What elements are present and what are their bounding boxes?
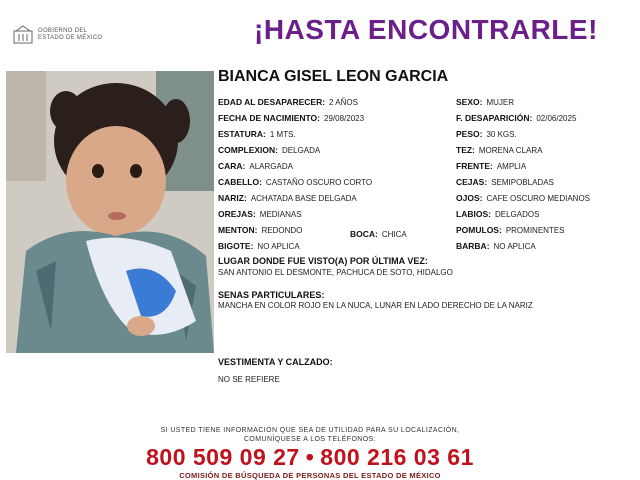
phone-separator: • xyxy=(305,444,315,470)
field-cheekbones xyxy=(456,225,564,236)
logo-text xyxy=(38,28,102,42)
field-label: COMPLEXION: xyxy=(218,145,278,155)
field-label: SEXO: xyxy=(456,97,483,107)
footer-note-line-2: COMUNÍQUESE A LOS TELÉFONOS: xyxy=(243,436,377,443)
field-label: CARA: xyxy=(218,161,246,171)
field-label: POMULOS: xyxy=(456,225,502,235)
field-label: LABIOS: xyxy=(456,209,491,219)
field-label: F. DESAPARICIÓN: xyxy=(456,113,533,123)
field-value: 02/06/2025 xyxy=(536,114,577,123)
field-value: 2 AÑOS xyxy=(329,98,358,107)
last-seen-text: SAN ANTONIO EL DESMONTE, PACHUCA DE SOTO, HIDALGO xyxy=(218,268,453,277)
field-value: 29/08/2023 xyxy=(324,114,365,123)
marks-title: SENAS PARTICULARES: xyxy=(218,290,325,300)
field-value: MORENA CLARA xyxy=(478,146,543,155)
field-value: DELGADA xyxy=(281,146,321,155)
field-value: NO APLICA xyxy=(493,242,536,251)
field-value: NO APLICA xyxy=(257,242,300,251)
field-forehead xyxy=(456,161,526,172)
clothing-title: VESTIMENTA Y CALZADO: xyxy=(218,357,333,367)
field-label: NARIZ: xyxy=(218,193,247,203)
field-value: CASTAÑO OSCURO CORTO xyxy=(265,178,373,187)
field-label: TEZ: xyxy=(456,145,475,155)
field-build xyxy=(218,145,320,156)
field-ears xyxy=(218,209,302,220)
field-value: 1 MTS. xyxy=(269,130,296,139)
field-complexion xyxy=(456,145,542,156)
phone-numbers xyxy=(0,444,620,471)
field-label: OJOS: xyxy=(456,193,483,203)
field-value: SEMIPOBLADAS xyxy=(491,178,554,187)
person-name: BIANCA GISEL LEON GARCIA xyxy=(218,68,449,85)
field-age xyxy=(218,97,358,108)
last-seen-title: LUGAR DONDE FUE VISTO(A) POR ÚLTIMA VEZ: xyxy=(218,256,428,266)
field-weight xyxy=(456,129,517,140)
field-value: PROMINENTES xyxy=(505,226,565,235)
field-nose xyxy=(218,193,357,204)
commission-name: COMISIÓN DE BÚSQUEDA DE PERSONAS DEL ESTADO DE MÉXICO xyxy=(179,471,441,480)
field-label: CEJAS: xyxy=(456,177,488,187)
marks-text: MANCHA EN COLOR ROJO EN LA NUCA, LUNAR EN LADO DERECHO DE LA NARIZ xyxy=(218,301,533,310)
field-eyes xyxy=(456,193,590,204)
field-label: ESTATURA: xyxy=(218,129,266,139)
field-label: MENTON: xyxy=(218,225,258,235)
field-mustache xyxy=(218,241,300,252)
field-face xyxy=(218,161,293,172)
field-label: BOCA: xyxy=(350,229,378,239)
field-eyebrows xyxy=(456,177,554,188)
field-label: OREJAS: xyxy=(218,209,256,219)
field-beard xyxy=(456,241,536,252)
field-mouth xyxy=(350,229,407,240)
phone-number-1[interactable]: 800 509 09 27 xyxy=(146,444,300,470)
state-seal-icon xyxy=(12,25,34,45)
field-value: REDONDO xyxy=(261,226,303,235)
field-value: DELGADOS xyxy=(494,210,540,219)
field-label: CABELLO: xyxy=(218,177,262,187)
field-disappearance-date xyxy=(456,113,576,124)
field-value: ACHATADA BASE DELGADA xyxy=(250,194,357,203)
field-value: CAFE OSCURO MEDIANOS xyxy=(486,194,591,203)
phone-number-2[interactable]: 800 216 03 61 xyxy=(320,444,474,470)
field-label: PESO: xyxy=(456,129,483,139)
missing-person-photo xyxy=(6,71,214,353)
logo-line-1: GOBIERNO DEL xyxy=(38,28,88,34)
field-value: 30 KGS. xyxy=(486,130,517,139)
government-logo xyxy=(12,24,122,46)
field-hair xyxy=(218,177,372,188)
field-value: MEDIANAS xyxy=(259,210,302,219)
field-label: FECHA DE NACIMIENTO: xyxy=(218,113,320,123)
field-birthdate xyxy=(218,113,364,124)
field-value: CHICA xyxy=(381,230,407,239)
footer-note-line-1: SI USTED TIENE INFORMACIÓN QUE SEA DE UTILIDAD PARA SU LOCALIZACIÓN, xyxy=(160,427,460,434)
headline: ¡HASTA ENCONTRARLE! xyxy=(254,14,598,45)
field-label: BARBA: xyxy=(456,241,490,251)
field-lips xyxy=(456,209,539,220)
field-height xyxy=(218,129,296,140)
field-value: ALARGADA xyxy=(249,162,293,171)
clothing-text: NO SE REFIERE xyxy=(218,375,280,384)
field-label: EDAD AL DESAPARECER: xyxy=(218,97,326,107)
field-label: FRENTE: xyxy=(456,161,493,171)
field-value: MUJER xyxy=(486,98,515,107)
field-label: BIGOTE: xyxy=(218,241,254,251)
field-chin xyxy=(218,225,302,236)
logo-line-2: ESTADO DE MÉXICO xyxy=(38,35,103,41)
field-value: AMPLIA xyxy=(496,162,527,171)
field-sex xyxy=(456,97,514,108)
